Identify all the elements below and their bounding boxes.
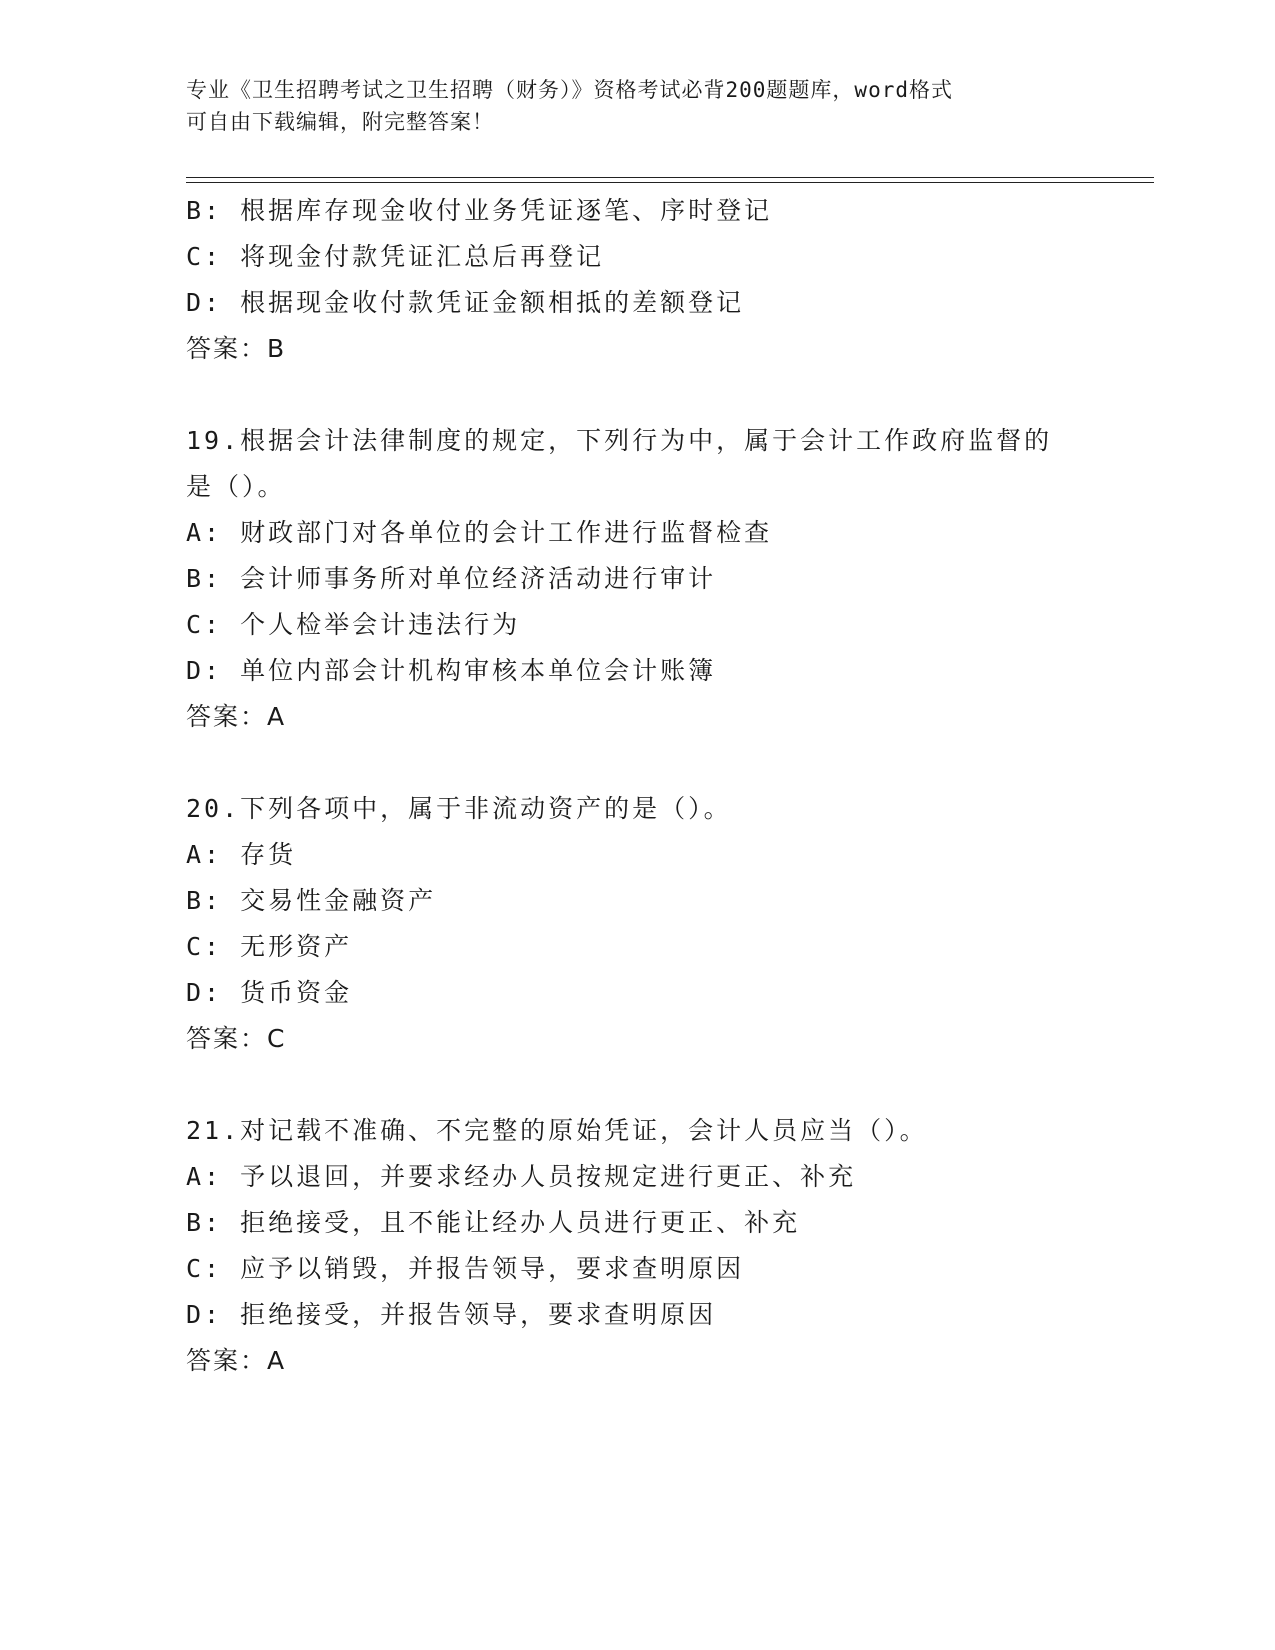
question-18-continued [186, 188, 1086, 372]
option-d: D: 货币资金 [186, 978, 353, 1007]
question-19 [186, 418, 1086, 740]
question-20 [186, 786, 1086, 1062]
question-21 [186, 1108, 1086, 1384]
header-title-line-2: 可自由下载编辑，附完整答案！ [186, 110, 494, 134]
answer-label: 答案：A [186, 1346, 287, 1375]
option-c: C: 应予以销毁，并报告领导，要求查明原因 [186, 1254, 745, 1283]
document-header [186, 74, 1106, 138]
header-divider-top [186, 177, 1154, 178]
answer-label: 答案：C [186, 1024, 287, 1053]
option-b: B: 根据库存现金收付业务凭证逐笔、序时登记 [186, 196, 773, 225]
header-divider-bottom [186, 182, 1154, 183]
option-b: B: 交易性金融资产 [186, 886, 437, 915]
option-a: A: 予以退回，并要求经办人员按规定进行更正、补充 [186, 1162, 857, 1191]
option-b: B: 会计师事务所对单位经济活动进行审计 [186, 564, 717, 593]
option-a: A: 存货 [186, 840, 297, 869]
option-c: C: 将现金付款凭证汇总后再登记 [186, 242, 605, 271]
question-list [186, 188, 1086, 1384]
option-c: C: 无形资产 [186, 932, 353, 961]
option-b: B: 拒绝接受，且不能让经办人员进行更正、补充 [186, 1208, 801, 1237]
option-d: D: 拒绝接受，并报告领导，要求查明原因 [186, 1300, 717, 1329]
question-stem-line-1: 19.根据会计法律制度的规定，下列行为中，属于会计工作政府监督的 [186, 426, 1053, 455]
header-title-line-1: 专业《卫生招聘考试之卫生招聘（财务）》资格考试必背200题题库，word格式 [186, 78, 953, 102]
question-stem-line-1: 21.对记载不准确、不完整的原始凭证，会计人员应当（）。 [186, 1116, 928, 1145]
option-c: C: 个人检举会计违法行为 [186, 610, 521, 639]
answer-label: 答案：B [186, 334, 287, 363]
answer-label: 答案：A [186, 702, 287, 731]
option-d: D: 单位内部会计机构审核本单位会计账簿 [186, 656, 717, 685]
option-d: D: 根据现金收付款凭证金额相抵的差额登记 [186, 288, 745, 317]
question-stem-line-1: 20.下列各项中，属于非流动资产的是（）。 [186, 794, 732, 823]
option-a: A: 财政部门对各单位的会计工作进行监督检查 [186, 518, 773, 547]
question-stem-line-2: 是（）。 [186, 472, 286, 501]
